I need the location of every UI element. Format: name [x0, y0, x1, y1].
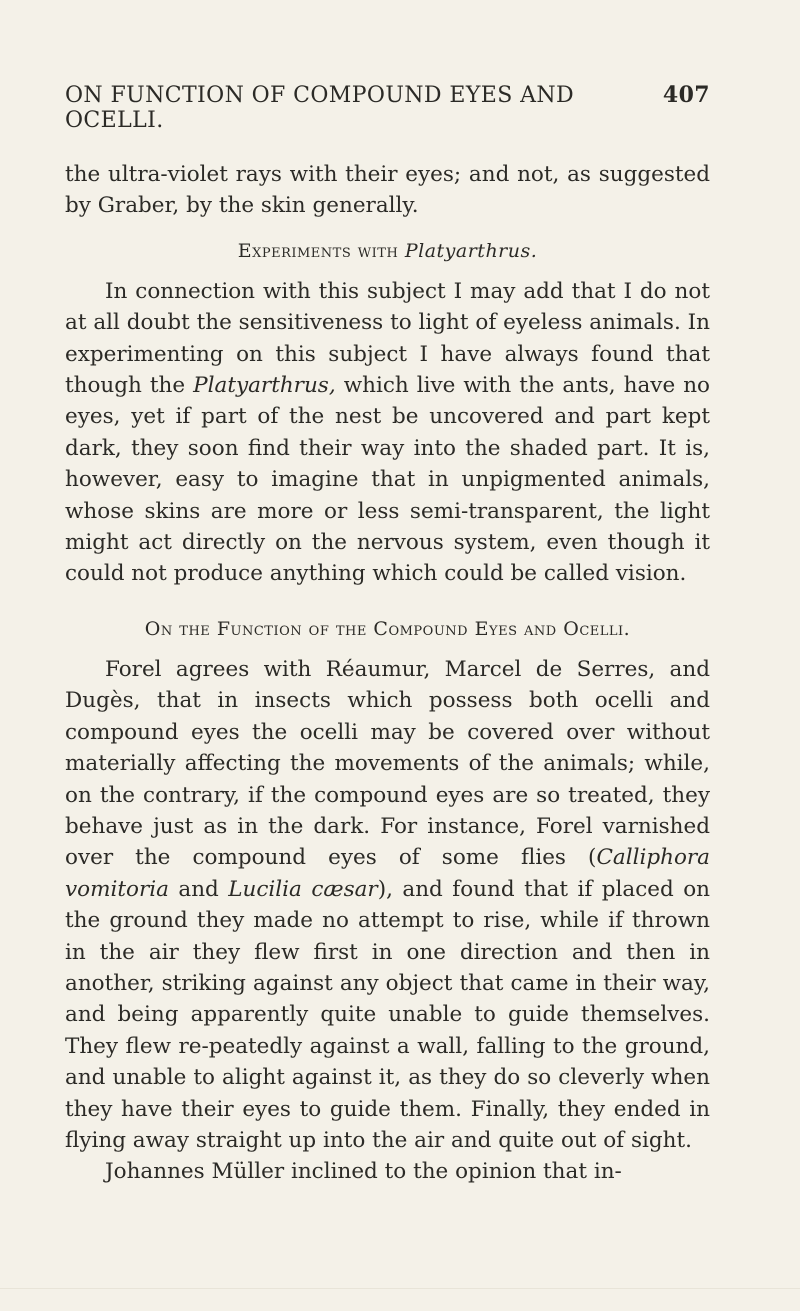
running-head: [65, 82, 710, 133]
paragraph-forel: [65, 654, 710, 1157]
paragraph-1-text: the ultra-violet rays with their eyes; and not, as suggested by Graber, by the skin generally.: [65, 162, 710, 219]
p3-italic-1: Calliphora vomitoria: [65, 845, 710, 902]
page-edge: [0, 1288, 800, 1289]
section-heading-experiments: [65, 240, 710, 262]
p2-part-a: In connection with this subject I may add that I do not at all doubt the sensitiveness to light of eyeless animals. In experimenting on this subject I have always found that though the: [65, 278, 710, 399]
p4-text: Johannes Müller inclined to the opinion that in-: [105, 1159, 622, 1185]
p2-part-b: which live with the ants, have no eyes, yet if part of the nest be uncovered and part kept dark, they soon find their way into the shaded part. It is, however, easy to imagine that in unpigmented animals, whose skins are more or less semi-transparent, the light might act directly on the nervous system, even though it could not produce anything which could be called vision.: [65, 373, 710, 587]
heading-2-text: On the Function of the Compound Eyes and Ocelli.: [144, 617, 631, 640]
p3-part-b: and: [168, 876, 229, 902]
section-heading-function: [65, 618, 710, 640]
p2-italic-1: Platyarthrus,: [193, 373, 336, 399]
heading-1-italic: Platyarthrus.: [404, 239, 538, 262]
paragraph-continuation: [65, 159, 710, 222]
paragraph-eyeless-animals: [65, 276, 710, 590]
paragraph-muller: [65, 1156, 710, 1187]
p3-part-a: Forel agrees with Réaumur, Marcel de Serres, and Dugès, that in insects which possess both ocelli and compound eyes the ocelli may be covered over without materially affecting the movements of the animals; while, on the contrary, if the compound eyes are so treated, they behave just as in the dark. For instance, Forel varnished over the compound eyes of some flies (: [65, 656, 710, 871]
p3-italic-2: Lucilia cæsar: [228, 876, 378, 902]
running-title: ON FUNCTION OF COMPOUND EYES AND OCELLI.: [65, 83, 575, 133]
page-number: 407: [662, 82, 710, 108]
book-page: [65, 82, 710, 1188]
heading-1-prefix: Experiments with: [237, 239, 399, 262]
p3-part-c: ), and found that if placed on the ground they made no attempt to rise, while if thrown in the air they flew first in one direction and then in another, striking against any object that came in their way, and being apparently quite unable to guide themselves. They flew re-peatedly against a wall, falling to the ground, and unable to alight against it, as they do so cleverly when they have their eyes to guide them. Finally, they ended in flying away straight up into the air and quite out of sight.: [65, 876, 710, 1153]
